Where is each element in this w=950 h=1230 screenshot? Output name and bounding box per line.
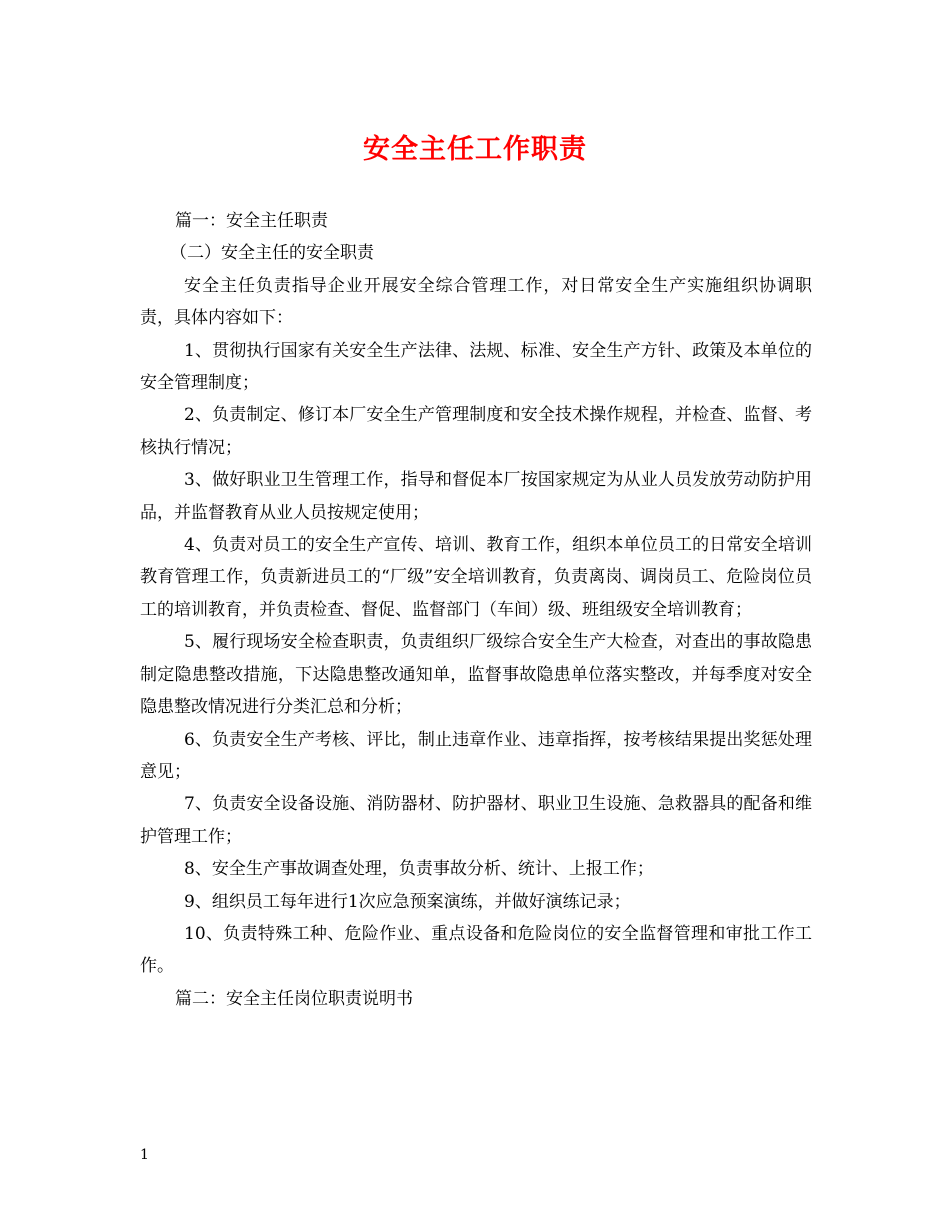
duty-item-1: 1、贯彻执行国家有关安全生产法律、法规、标准、安全生产方针、政策及本单位的安全管理制度； <box>140 340 812 394</box>
duty-item-7: 7、负责安全设备设施、消防器材、防护器材、职业卫生设施、急救器具的配备和维护管理工作； <box>140 794 812 847</box>
duty-item-6: 6、负责安全生产考核、评比，制止违章作业、违章指挥，按考核结果提出奖惩处理意见； <box>140 729 812 782</box>
document-body <box>140 205 812 1015</box>
section-heading-1: 篇一：安全主任职责 <box>175 211 328 231</box>
duty-item-5: 5、履行现场安全检查职责，负责组织厂级综合安全生产大检查，对查出的事故隐患制定隐患整改措施，下达隐患整改通知单，监督事故隐患单位落实整改，并每季度对安全隐患整改情况进行分类汇总和分析； <box>140 632 812 718</box>
duty-item-9: 9、组织员工每年进行1次应急预案演练，并做好演练记录； <box>184 891 631 912</box>
section-heading-2: 篇二：安全主任岗位职责说明书 <box>175 988 413 1009</box>
duty-item-3: 3、做好职业卫生管理工作，指导和督促本厂按国家规定为从业人员发放劳动防护用品，并监督教育从业人员按规定使用； <box>140 470 812 523</box>
document-title: 安全主任工作职责 <box>363 134 587 165</box>
duty-item-8: 8、安全生产事故调查处理，负责事故分析、统计、上报工作； <box>184 859 654 880</box>
subsection-heading: （二）安全主任的安全职责 <box>170 243 374 264</box>
intro-paragraph: 安全主任负责指导企业开展安全综合管理工作，对日常安全生产实施组织协调职责，具体内容如下： <box>140 275 812 329</box>
page-number: 1 <box>140 1147 149 1163</box>
duty-item-10: 10、负责特殊工种、危险作业、重点设备和危险岗位的安全监督管理和审批工作工作。 <box>140 923 812 977</box>
duty-item-4: 4、负责对员工的安全生产宣传、培训、教育工作，组织本单位员工的日常安全培训教育管理工作，负责新进员工的“厂级”安全培训教育，负责离岗、调岗员工、危险岗位员工的培训教育，并负责检查、督促、监督部门（车间）级、班组级安全培训教育； <box>140 535 812 620</box>
duty-item-2: 2、负责制定、修订本厂安全生产管理制度和安全技术操作规程，并检查、监督、考核执行情况； <box>140 405 812 458</box>
